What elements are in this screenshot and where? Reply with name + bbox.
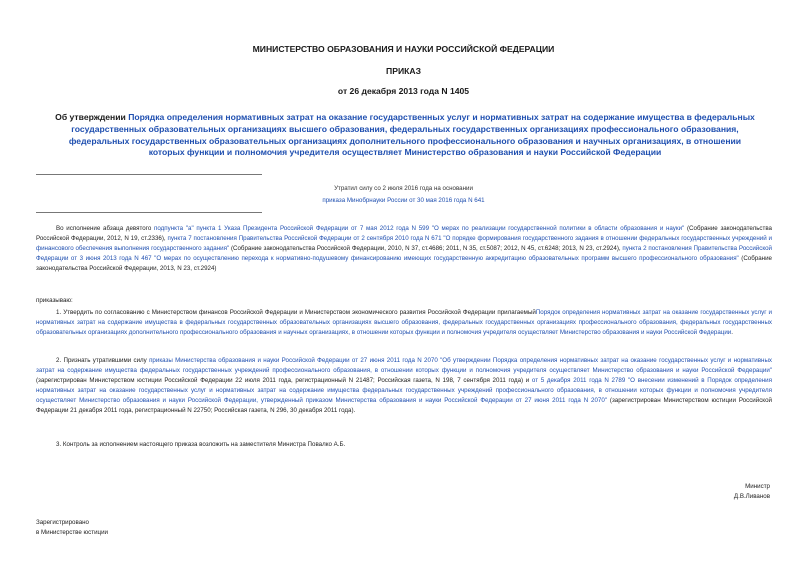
item-2-paragraph [36, 356, 772, 416]
status-line: Утратил силу со 2 июля 2016 года на основании [334, 185, 473, 192]
signature-position: Министр [745, 483, 770, 490]
divider-top [36, 174, 262, 175]
decree-599-link[interactable]: подпункта "а" пункта 1 Указа Президента Российской Федерации от 7 мая 2012 года N 599 "О мерах по реализации государственной политики в области образования и науки" [154, 225, 685, 232]
preamble-text-3: (Собрание законодательства Российской Федерации, 2010, N 37, ст.4686; 2011, N 35, ст.5087; 2012, N 45, ст.6248; 2013, N 23, ст.2924), [229, 245, 623, 252]
signature-name: Д.В.Ливанов [733, 493, 770, 500]
item-1-paragraph [36, 308, 772, 338]
preamble-paragraph [36, 224, 772, 274]
resolution-467-link[interactable]: пункта 2 постановления Правительства Российской Федерации от 3 июня 2013 года N 467 "О мерах по осуществлению перехода к нормативно-подушевому финансированию имеющих государственную аккредитацию образовательных программ высшего профессионального образования" [36, 245, 772, 262]
item-1-text: 1. Утвердить по согласованию с Министерством финансов Российской Федерации и Министерством экономического развития Российской Федерации прилагаемый [56, 309, 536, 316]
preamble-text-4: (Собрание законодательства Российской Федерации, 2013, N 23, ст.2924) [36, 255, 772, 272]
preamble-text-2: (Собрание законодательства Российской Федерации, 2012, N 19, ст.2336), [36, 225, 772, 242]
item-2-text-3: (зарегистрирован Министерством юстиции Российской Федерации 21 декабря 2011 года, регистрационный N 22750; Российская газета, N 296, 30 декабря 2011 года). [36, 397, 772, 414]
doc-type-heading: ПРИКАЗ [386, 66, 421, 76]
document-title [52, 112, 758, 159]
divider-bottom [36, 212, 262, 213]
ministry-heading: МИНИСТЕРСТВО ОБРАЗОВАНИЯ И НАУКИ РОССИЙСКОЙ ФЕДЕРАЦИИ [252, 44, 555, 54]
order-2070-link[interactable]: приказы Министерства образования и науки Российской Федерации от 27 июня 2011 года N 2070 "Об утверждении Порядка определения нормативных затрат на оказание государственных услуг и нормативных затрат на содержание имущества федеральных государственных учреждений профессионального образования, в отношении которых функции и полномочия учредителя осуществляет Министерство образования и науки Российской Федерации" [36, 357, 772, 374]
item-3-paragraph: 3. Контроль за исполнением настоящего приказа возложить на заместителя Министра Повалко А.Б. [56, 441, 346, 448]
registration-block [36, 518, 108, 538]
preamble-text-1: Во исполнение абзаца девятого [56, 225, 154, 232]
status-note [0, 183, 807, 207]
title-prefix: Об утверждении [55, 112, 129, 122]
signature-block [734, 482, 770, 502]
resolution-671-link[interactable]: пункта 7 постановления Правительства Российской Федерации от 2 сентября 2010 года N 671 "О порядке формирования государственного задания в отношении федеральных государственных учреждений и финансового обеспечения выполнения государственного задания" [36, 235, 773, 252]
item-2-text-1: 2. Признать утратившими силу [56, 357, 150, 364]
registration-line-2: в Министерстве юстиции [36, 529, 109, 536]
procedure-link[interactable]: Порядок определения нормативных затрат на оказание государственных услуг и нормативных затрат на содержание имущества в федеральных государственных образовательных организациях высшего образования, федеральных государственных организациях профессионального образования, федеральных государственных образовательных организациях дополнительного профессионального образования и научных организациях, в отношении которых функции и полномочия учредителя осуществляет Министерство образования и науки Российской Федерации [36, 309, 772, 336]
item-2-text-2: (зарегистрирован Министерством юстиции Российской Федерации 22 июля 2011 года, регистрационный N 21487; Российская газета, N 198, 7 сентября 2011 года) и [36, 377, 532, 384]
item-1-end: . [731, 329, 733, 336]
order-2789-link[interactable]: от 5 декабря 2011 года N 2789 "О внесении изменений в Порядок определения нормативных затрат на оказание государственных услуг и нормативных затрат на содержание имущества федеральных государственных учреждений профессионального образования, в отношении которых функции и полномочия учредителя осуществляет Министерство образования и науки Российской Федерации, утвержденный приказом Министерства образования и науки Российской Федерации от 27 июня 2011 года N 2070" [36, 377, 772, 404]
order-word: приказываю: [36, 297, 73, 304]
title-procedure-link[interactable]: Порядка определения нормативных затрат на оказание государственных услуг и нормативных затрат на содержание имущества в федеральных государственных образовательных организациях высшего образования, федеральных государственных организациях профессионального образования, федеральных государственных образовательных организациях дополнительного профессионального образования и научных организациях, в отношении которых функции и полномочия учредителя осуществляет Министерство образования и науки Российской Федерации [68, 112, 755, 158]
status-order-link[interactable]: приказа Минобрнауки России от 30 мая 2016 года N 641 [322, 197, 485, 204]
registration-line-1: Зарегистрировано [36, 519, 89, 526]
date-number-heading: от 26 декабря 2013 года N 1405 [337, 86, 470, 96]
